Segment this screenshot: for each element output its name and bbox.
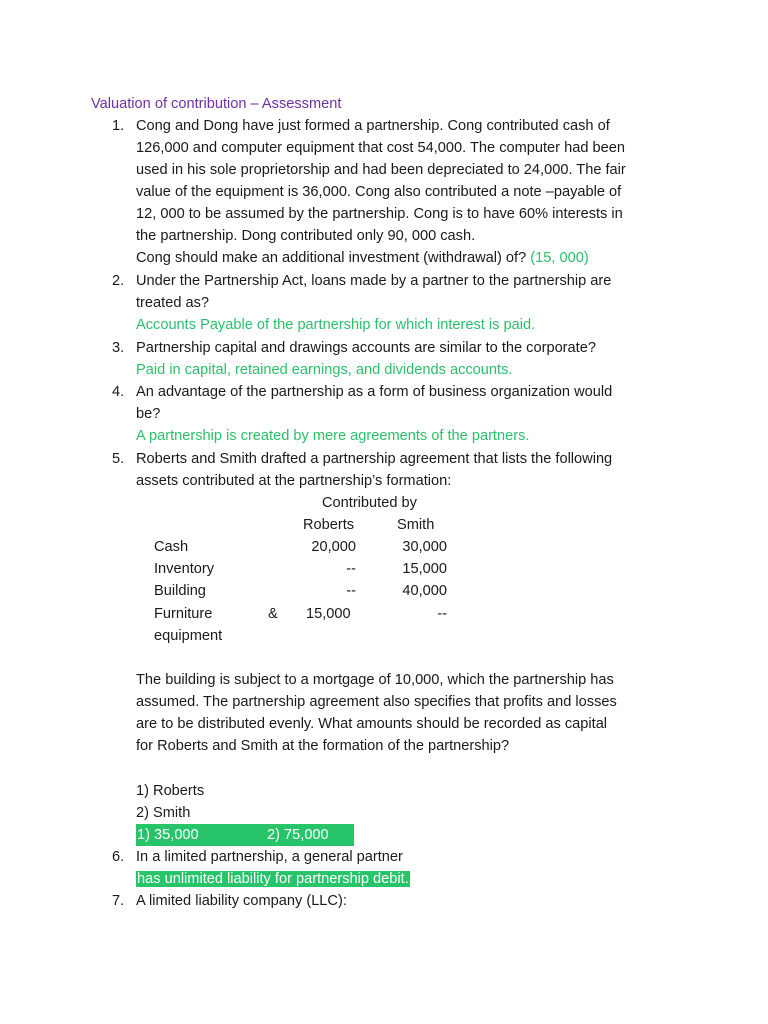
q6-answer: has unlimited liability for partnership debit. xyxy=(137,871,409,887)
document-title: Valuation of contribution – Assessment xyxy=(91,96,342,112)
table-caption: Contributed by xyxy=(322,495,417,511)
q6-answer-row xyxy=(136,868,410,890)
q6-line: In a limited partnership, a general partner xyxy=(136,849,403,865)
table-row-label: Furniture xyxy=(154,606,213,622)
q1-question-text: Cong should make an additional investment (withdrawal) of? xyxy=(136,250,527,266)
q3-line: Partnership capital and drawings accounts are similar to the corporate? xyxy=(136,340,596,356)
q2-line-1: Under the Partnership Act, loans made by a partner to the partnership are xyxy=(136,273,612,289)
table-cell-smith: -- xyxy=(437,606,447,622)
table-row-label: Inventory xyxy=(154,561,215,577)
q6-number: 6. xyxy=(112,849,125,865)
q1-line-2: 126,000 and computer equipment that cost 54,000. The computer had been xyxy=(136,140,625,156)
q5-answer-a: 1) 35,000 xyxy=(136,824,266,846)
table-row-label-cont: equipment xyxy=(154,628,223,644)
q2-number: 2. xyxy=(112,273,125,289)
table-header-roberts: Roberts xyxy=(303,517,355,533)
q5-paragraph-line-4: for Roberts and Smith at the formation of the partnership? xyxy=(136,738,510,754)
q4-number: 4. xyxy=(112,384,125,400)
table-cell-smith: 30,000 xyxy=(402,539,447,555)
table-row-ampersand: & xyxy=(268,606,278,622)
q1-number: 1. xyxy=(112,118,125,134)
q1-answer: (15, 000) xyxy=(530,250,589,266)
q5-answer-row xyxy=(136,824,354,846)
q5-line-2: assets contributed at the partnership’s formation: xyxy=(136,473,452,489)
q4-line-1: An advantage of the partnership as a form of business organization would xyxy=(136,384,613,400)
q5-answer-b: 2) 75,000 xyxy=(266,824,354,846)
q5-paragraph-line-3: are to be distributed evenly. What amounts should be recorded as capital xyxy=(136,716,608,732)
q1-line-1: Cong and Dong have just formed a partnership. Cong contributed cash of xyxy=(136,118,610,134)
q5-option-2: 2) Smith xyxy=(136,805,191,821)
q1-line-3: used in his sole proprietorship and had been depreciated to 24,000. The fair xyxy=(136,162,626,178)
q5-line-1: Roberts and Smith drafted a partnership agreement that lists the following xyxy=(136,451,613,467)
q4-line-2: be? xyxy=(136,406,161,422)
table-cell-roberts: -- xyxy=(346,561,356,577)
q4-answer: A partnership is created by mere agreements of the partners. xyxy=(136,428,530,444)
q2-answer: Accounts Payable of the partnership for which interest is paid. xyxy=(136,317,536,333)
q1-line-6: the partnership. Dong contributed only 90, 000 cash. xyxy=(136,228,476,244)
table-cell-smith: 40,000 xyxy=(402,583,447,599)
q5-paragraph-line-1: The building is subject to a mortgage of 10,000, which the partnership has xyxy=(136,672,614,688)
table-cell-roberts: 20,000 xyxy=(311,539,356,555)
q1-line-4: value of the equipment is 36,000. Cong also contributed a note –payable of xyxy=(136,184,622,200)
q3-answer: Paid in capital, retained earnings, and dividends accounts. xyxy=(136,362,513,378)
table-cell-roberts: -- xyxy=(346,583,356,599)
q1-line-5: 12, 000 to be assumed by the partnership. Cong is to have 60% interests in xyxy=(136,206,623,222)
q7-line: A limited liability company (LLC): xyxy=(136,893,347,909)
q5-number: 5. xyxy=(112,451,125,467)
table-row-label: Building xyxy=(154,583,206,599)
q5-option-1: 1) Roberts xyxy=(136,783,205,799)
table-cell-roberts: 15,000 xyxy=(306,606,351,622)
q7-number: 7. xyxy=(112,893,125,909)
table-cell-smith: 15,000 xyxy=(402,561,447,577)
q5-paragraph-line-2: assumed. The partnership agreement also specifies that profits and losses xyxy=(136,694,617,710)
table-row-label: Cash xyxy=(154,539,189,555)
q3-number: 3. xyxy=(112,340,125,356)
q2-line-2: treated as? xyxy=(136,295,210,311)
q1-question xyxy=(136,247,589,269)
table-header-smith: Smith xyxy=(397,517,435,533)
